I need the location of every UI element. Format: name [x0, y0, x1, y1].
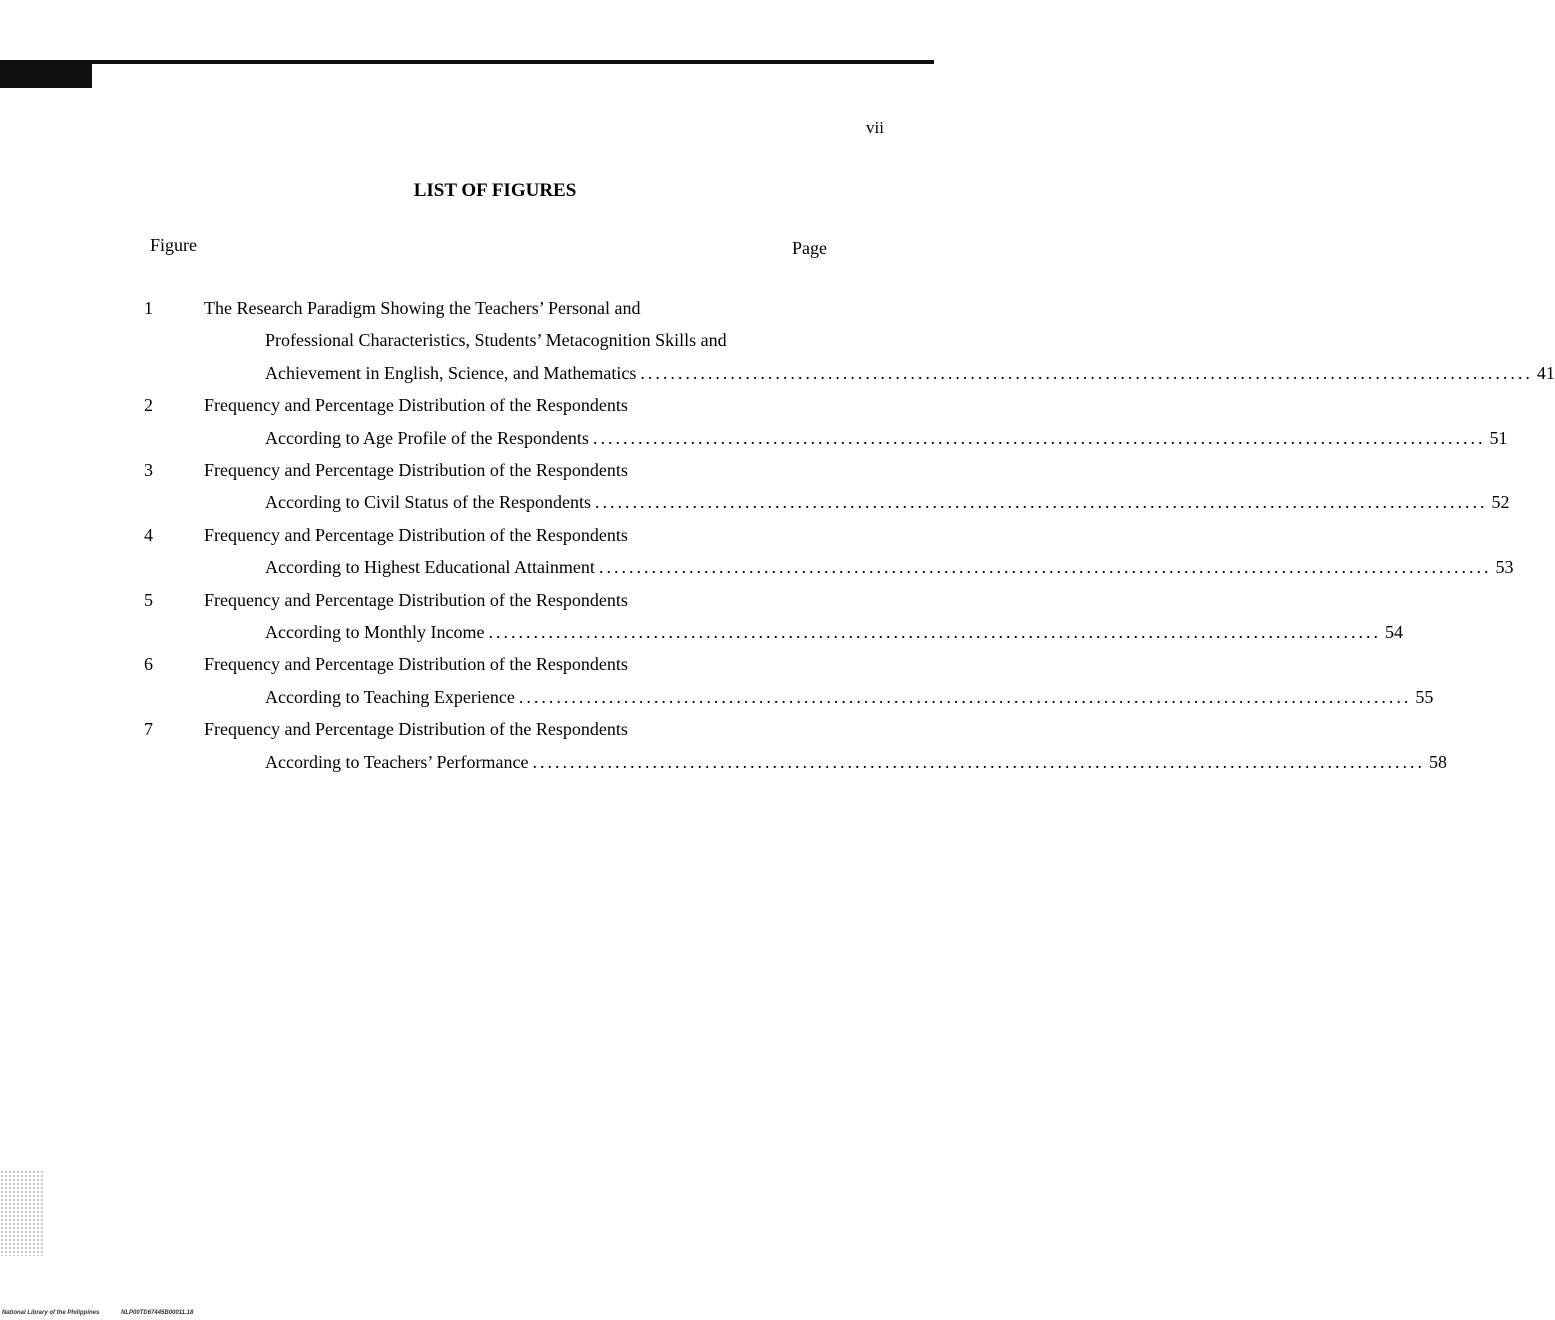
page-number: vii — [866, 118, 884, 137]
figure-caption-line: Frequency and Percentage Distribution of the Respondents — [204, 589, 628, 610]
footer-watermark — [2, 1310, 213, 1316]
dot-leader: ....................................................................................................................... — [594, 492, 1488, 513]
figure-caption-line: According to Highest Educational Attainment — [265, 557, 595, 578]
figure-page-ref: 52 — [1491, 492, 1510, 513]
figure-caption-line: Frequency and Percentage Distribution of the Respondents — [204, 524, 628, 545]
figure-page-ref: 53 — [1495, 557, 1514, 578]
figure-caption-leader-line — [265, 427, 1508, 449]
dot-leader: ....................................................................................................................... — [640, 362, 1533, 383]
figure-caption-leader-line — [265, 751, 1447, 773]
figure-number: 5 — [144, 589, 153, 610]
page-title: LIST OF FIGURES — [413, 180, 577, 201]
figure-caption-line: Frequency and Percentage Distribution of the Respondents — [204, 654, 628, 675]
scan-edge-line — [0, 60, 934, 64]
figure-caption-line: According to Teachers’ Performance — [265, 751, 529, 772]
figure-page-ref: 51 — [1489, 427, 1508, 448]
footer-library: National Library of the Philippines — [2, 1310, 100, 1316]
figure-page-ref: 41 — [1536, 362, 1555, 383]
figure-caption-line: Frequency and Percentage Distribution of the Respondents — [204, 460, 628, 480]
figure-caption-line: According to Civil Status of the Respondents — [265, 492, 591, 513]
figure-caption-line: The Research Paradigm Showing the Teachers’ Personal and — [204, 298, 641, 318]
figure-caption-line: Frequency and Percentage Distribution of the Respondents — [204, 719, 628, 740]
page-column-header: Page — [792, 238, 827, 258]
dot-leader: ....................................................................................................................... — [592, 427, 1486, 448]
figure-caption-leader-line — [265, 362, 1555, 384]
figure-page-ref: 58 — [1428, 751, 1447, 772]
figure-caption-leader-line — [265, 557, 1514, 578]
dot-leader: ....................................................................................................................... — [532, 751, 1425, 772]
figure-number: 6 — [144, 654, 153, 675]
figure-caption-line: According to Teaching Experience — [265, 686, 515, 707]
figure-caption-leader-line — [265, 492, 1510, 513]
figure-page-ref: 55 — [1415, 686, 1434, 707]
figure-caption-line: Frequency and Percentage Distribution of the Respondents — [204, 395, 628, 416]
scan-edge-block — [0, 60, 92, 88]
figure-number: 4 — [144, 524, 153, 545]
figure-caption-leader-line — [265, 686, 1434, 708]
figure-caption-line: Professional Characteristics, Students’ Metacognition Skills and — [265, 330, 727, 351]
figure-column-header: Figure — [150, 235, 197, 255]
footer-code: NLP00TD67445B00011.18 — [121, 1310, 194, 1316]
figure-caption-leader-line — [265, 622, 1403, 643]
figure-caption-line: Achievement in English, Science, and Mathematics — [265, 362, 637, 383]
figure-number: 2 — [144, 395, 153, 416]
dot-leader: ....................................................................................................................... — [518, 686, 1412, 707]
figure-number: 1 — [144, 298, 153, 318]
figure-caption-line: According to Age Profile of the Respondents — [265, 427, 589, 448]
figure-number: 3 — [144, 460, 153, 480]
figure-page-ref: 54 — [1384, 622, 1403, 642]
figure-caption-line: According to Monthly Income — [265, 622, 485, 642]
scan-noise — [0, 1170, 44, 1256]
dot-leader: ....................................................................................................................... — [488, 622, 1381, 642]
figure-number: 7 — [144, 719, 153, 740]
dot-leader: ....................................................................................................................... — [598, 557, 1492, 578]
